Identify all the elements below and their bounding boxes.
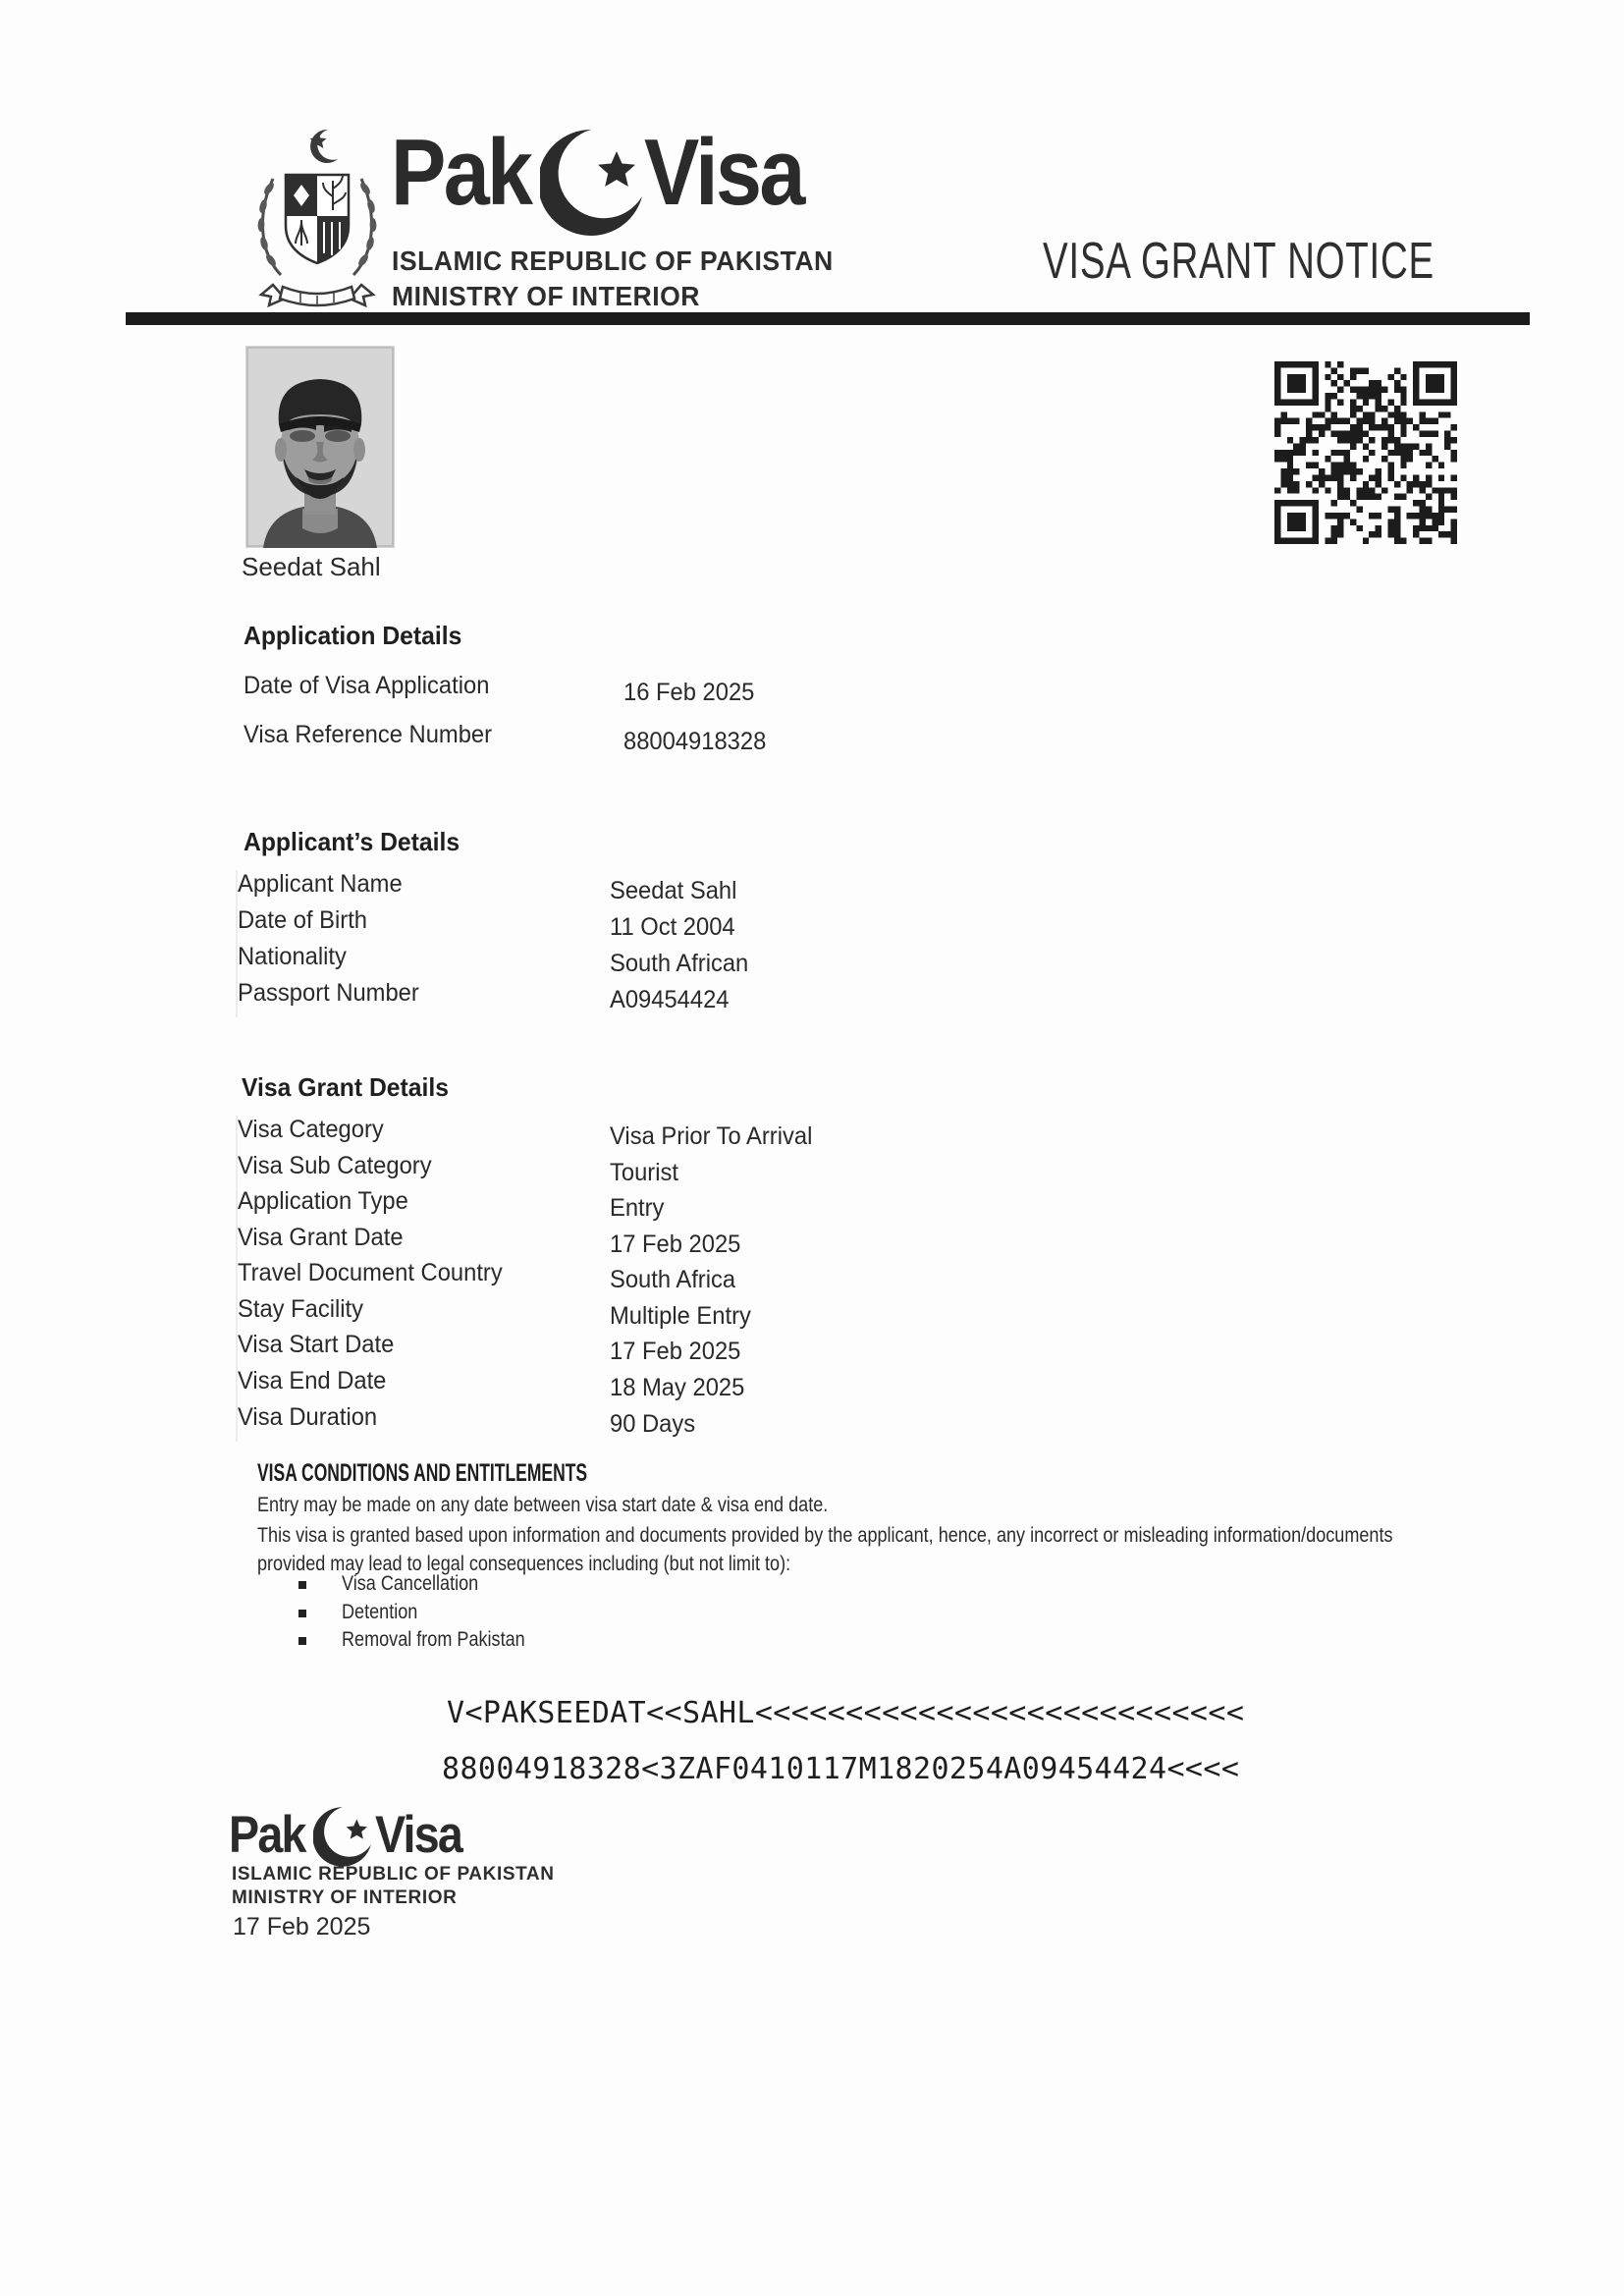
condition-bullet-item: Detention [298,1601,789,1630]
bullet-square-icon [298,1610,306,1617]
detail-row [244,672,1127,708]
detail-row [238,979,1121,1015]
bullet-square-icon [298,1637,306,1645]
footer-pakvisa-logo [229,1806,473,1870]
field-value: Entry [610,1194,665,1222]
applicant-photo [245,346,395,548]
field-value: Visa Prior To Arrival [610,1122,813,1150]
field-value: Tourist [610,1159,678,1186]
field-value: Multiple Entry [610,1302,751,1330]
field-value: A09454424 [610,986,730,1013]
logo-text-pak: Pak [391,120,531,225]
field-label: Visa Grant Date [238,1224,404,1251]
conditions-heading: VISA CONDITIONS AND ENTITLEMENTS [257,1459,588,1487]
field-label: Visa Category [238,1116,384,1143]
detail-row [238,1367,1121,1403]
field-value: 11 Oct 2004 [610,913,735,941]
field-label: Nationality [238,943,347,970]
field-value: South African [610,950,749,977]
detail-row [244,721,1127,757]
applicant-photo-caption: Seedat Sahl [242,552,381,581]
coat-of-arms-icon [244,120,391,312]
field-label: Visa Reference Number [244,721,493,748]
footer-date: 17 Feb 2025 [233,1913,371,1941]
field-label: Travel Document Country [238,1259,503,1286]
field-value: 88004918328 [623,728,767,755]
org-line-1: ISLAMIC REPUBLIC OF PAKISTAN [392,246,834,276]
field-value: 16 Feb 2025 [623,679,755,706]
detail-row [238,1331,1121,1367]
section-heading-application-details: Application Details [244,621,462,650]
condition-bullet-item: Visa Cancellation [298,1572,789,1602]
field-label: Application Type [238,1187,408,1215]
detail-row [238,1259,1121,1295]
detail-row [238,1187,1121,1224]
applicant-details-group [236,870,1157,1017]
field-label: Stay Facility [238,1295,364,1323]
detail-row [238,870,1121,906]
crescent-star-icon [540,126,650,242]
bullet-square-icon [298,1581,306,1589]
qr-code-image [1274,361,1457,544]
detail-row [238,1403,1121,1440]
field-label: Visa Sub Category [238,1152,432,1179]
conditions-paragraph-1: Entry may be made on any date between visa start date & visa end date. [257,1494,829,1516]
field-value: Seedat Sahl [610,877,737,904]
field-label: Visa Duration [238,1403,378,1431]
org-line-2: MINISTRY OF INTERIOR [392,281,700,311]
field-label: Date of Birth [238,906,368,934]
field-label: Applicant Name [238,870,403,898]
field-value: 18 May 2025 [610,1374,745,1401]
application-details-group [244,672,1147,780]
detail-row [238,1152,1121,1188]
detail-row [238,1295,1121,1332]
pakvisa-logo [391,120,825,242]
conditions-paragraph-2: This visa is granted based upon information and documents provided by the applicant, hence, any incorrect or misleading information/documents provided may lead to legal consequences including (but not limit to): [257,1524,1393,1575]
field-value: 90 Days [610,1410,696,1438]
field-value: 17 Feb 2025 [610,1338,741,1365]
field-label: Date of Visa Application [244,672,490,699]
footer-org-line-1: ISLAMIC REPUBLIC OF PAKISTAN [232,1864,555,1885]
detail-row [238,943,1121,979]
detail-row [238,1224,1121,1260]
field-value: 17 Feb 2025 [610,1230,741,1258]
page-title: VISA GRANT NOTICE [1043,233,1435,290]
logo-text-visa: Visa [643,120,803,225]
footer-org-line-2: MINISTRY OF INTERIOR [232,1887,458,1908]
section-heading-applicant-details: Applicant’s Details [244,827,460,856]
section-heading-visa-grant-details: Visa Grant Details [242,1072,449,1102]
mrz-line-1: V<PAKSEEDAT<<SAHL<<<<<<<<<<<<<<<<<<<<<<<<<<< [447,1696,1245,1730]
visa-grant-details-group [236,1116,1157,1442]
applicant-photo-image [245,346,395,548]
detail-row [238,1116,1121,1152]
detail-row [238,906,1121,943]
field-label: Visa Start Date [238,1331,395,1358]
condition-bullet-item: Removal from Pakistan [298,1628,789,1658]
field-label: Visa End Date [238,1367,387,1394]
header-divider-bar [126,312,1530,325]
footer-logo-text-pak: Pak [229,1806,305,1864]
mrz-line-2: 88004918328<3ZAF0410117M1820254A09454424<<<< [442,1752,1240,1786]
qr-code [1274,361,1457,544]
footer-logo-text-visa: Visa [375,1806,462,1864]
field-label: Passport Number [238,979,419,1007]
footer-crescent-star-icon [313,1805,376,1870]
pakistan-coat-of-arms [244,120,391,312]
field-value: South Africa [610,1266,736,1293]
